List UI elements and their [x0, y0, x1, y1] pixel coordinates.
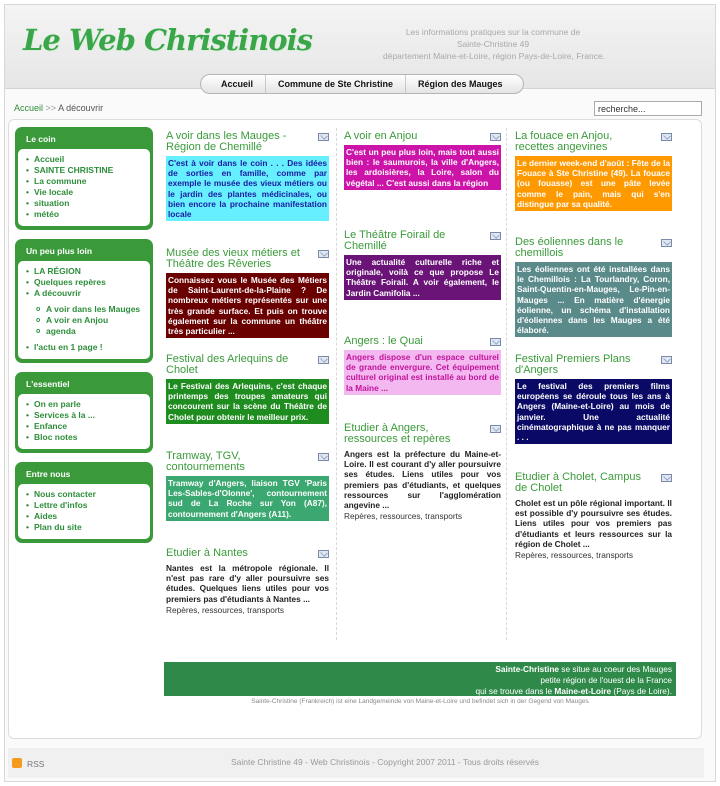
sidebar-link[interactable]: • météo: [26, 209, 144, 220]
article-tags[interactable]: Repères, ressources, transports: [166, 604, 285, 615]
article-summary: C'est à voir dans le coin . . . Des idées de sorties en famille, comme par exemple le musée des vieux métiers ou le jardin des plantes médicinales, ou bien encore la prochaine manifestation locale: [166, 156, 329, 221]
sidebar-sublink[interactable]: o agenda: [26, 326, 144, 337]
sidebar-link[interactable]: • Aides: [26, 511, 144, 522]
sidebar-box-loin: [15, 239, 153, 363]
article-title[interactable]: Festival des Arlequins de Cholet: [166, 353, 289, 376]
article-title[interactable]: Des éoliennes dans le chemillois: [515, 236, 624, 259]
sidebar-link[interactable]: • Quelques repères: [26, 277, 144, 288]
article-summary: Connaissez vous le Musée des Métiers de Saint-Laurent-de-la-Plaine ? De nombreux métiers représentés sur une très grande surface. Et puis on trouve également sur la commune un théâtre très particulier ...: [166, 273, 329, 338]
sidebar-link[interactable]: • Plan du site: [26, 522, 144, 533]
nav-region[interactable]: Région des Mauges: [418, 79, 503, 89]
tagline-line: département Maine-et-Loire, région Pays-de-Loire, France.: [383, 51, 606, 61]
article-title[interactable]: A voir en Anjou: [344, 130, 418, 142]
site-logo[interactable]: Le Web Christinois: [23, 23, 312, 57]
article-title[interactable]: Etudier à Nantes: [166, 547, 248, 559]
article-summary: Les éoliennes ont été installées dans le Chemillois : La Tourlandry, Coron, Saint-Quentin-en-Mauges, Le-Pin-en-Mauges ... En matière d'énergie éolienne, un schéma d'installation d'éoliennes dans les Mauges a été élaboré.: [515, 262, 672, 337]
nav-accueil[interactable]: Accueil: [221, 79, 254, 89]
article: [344, 230, 501, 300]
mail-icon[interactable]: [490, 425, 501, 433]
article-summary: Angers dispose d'un espace culturel de grande envergure. Cet équipement culturel original est installé au bord de la Maine ...: [344, 350, 501, 395]
article-summary: Le Festival des Arlequins, c'est chaque printemps des troupes amateurs qui concourent sur la scène du Théâtre de Cholet pour obtenir le meilleur prix.: [166, 379, 329, 424]
copyright: Sainte Christine 49 - Web Christinois - Copyright 2007 2011 - Tous droits réservés: [230, 757, 540, 767]
mail-icon[interactable]: [661, 356, 672, 364]
sidebar-link[interactable]: • situation: [26, 198, 144, 209]
sidebar-link[interactable]: • Accueil: [26, 154, 144, 165]
mail-icon[interactable]: [318, 453, 329, 461]
sidebar-box-title: Le coin: [26, 134, 56, 144]
article-title[interactable]: Etudier à Cholet, Campus de Cholet: [515, 471, 641, 494]
sidebar-sublink[interactable]: o A voir en Anjou: [26, 315, 144, 326]
article: [515, 131, 672, 211]
article-summary: Le festival des premiers films européens se déroule tous les ans à Angers (Maine-et-Loire) au mois de janvier. Une actualité cinématographique à ne pas manquer . . .: [515, 379, 672, 444]
banner-text: (Pays de Loire).: [611, 686, 672, 696]
search-input[interactable]: [594, 101, 702, 116]
article: [515, 237, 672, 337]
rss-link[interactable]: RSS: [27, 759, 45, 769]
article: [166, 451, 329, 521]
article-title[interactable]: Le Théâtre Foirail de Chemillé: [344, 229, 446, 252]
article: [166, 354, 329, 424]
article-title[interactable]: A voir dans les Mauges - Région de Chemillé: [166, 130, 287, 153]
main-nav: [200, 74, 524, 94]
sidebar-link[interactable]: • Bloc notes: [26, 432, 144, 443]
sidebar-link[interactable]: • Nous contacter: [26, 489, 144, 500]
nav-commune[interactable]: Commune de Ste Christine: [278, 79, 394, 89]
sidebar: [15, 127, 153, 552]
article-title[interactable]: Angers : le Quai: [344, 335, 423, 347]
sidebar-box-nous: [15, 462, 153, 543]
article: [344, 336, 501, 395]
sidebar-link[interactable]: • La commune: [26, 176, 144, 187]
sidebar-link[interactable]: • Lettre d'infos: [26, 500, 144, 511]
sidebar-link[interactable]: • Services à la ...: [26, 410, 144, 421]
article: [515, 354, 672, 444]
sidebar-link[interactable]: • Enfance: [26, 421, 144, 432]
sidebar-link[interactable]: • l'actu en 1 page !: [26, 342, 144, 353]
banner-note: Sainte-Christine (Frankreich) ist eine Landgemeinde von Maine-et-Loire und befindet sich in der Gegend von Mauges: [251, 698, 589, 705]
mail-icon[interactable]: [490, 133, 501, 141]
tagline-line: Les informations pratiques sur la commune de: [405, 27, 581, 37]
sidebar-box-title: Un peu plus loin: [26, 246, 93, 256]
article-summary: Angers est la préfecture du Maine-et-Loire. Il est courant d'y aller poursuivre ses études. Liens utiles pour vos premiers pas d'étudiants, et quelques ressources sur l'agglomération angevine ...: [344, 449, 501, 511]
mail-icon[interactable]: [318, 133, 329, 141]
mail-icon[interactable]: [318, 250, 329, 258]
sidebar-sublink[interactable]: o A voir dans les Mauges: [26, 304, 144, 315]
bottom-banner: [164, 662, 676, 696]
breadcrumb-home[interactable]: Accueil: [14, 103, 44, 113]
article-summary: Le dernier week-end d'août : Fête de la Fouace à Ste Christine (49). La fouace (ou fouasse) est une pâte levée comme le pain, mais qui s'en distingue par sa qualité.: [515, 156, 672, 211]
article-title[interactable]: Etudier à Angers, ressources et repères: [344, 422, 451, 445]
mail-icon[interactable]: [661, 133, 672, 141]
tagline-line: Sainte-Christine 49: [456, 39, 530, 49]
column-divider: [336, 128, 337, 640]
banner-strong: Sainte-Christine: [495, 664, 559, 674]
mail-icon[interactable]: [490, 338, 501, 346]
breadcrumb-separator: >>: [45, 103, 57, 113]
article-title[interactable]: La fouace en Anjou, recettes angevines: [515, 130, 613, 153]
sidebar-link[interactable]: • On en parle: [26, 399, 144, 410]
article-summary: Nantes est la métropole régionale. Il n'est pas rare d'y aller poursuivre ses études. Quelques liens utiles pour vos premiers pas d'étudiants à Nantes ...: [166, 563, 329, 604]
column-divider: [506, 128, 507, 640]
article: [166, 548, 329, 615]
sidebar-box-title: Entre nous: [26, 469, 71, 479]
article-title[interactable]: Musée des vieux métiers et Théâtre des Rêveries: [166, 247, 300, 270]
sidebar-box-title: L'essentiel: [26, 379, 70, 389]
article: [344, 131, 501, 190]
sidebar-link[interactable]: • A découvrir: [26, 288, 144, 299]
article-summary: C'est un peu plus loin, mais tout aussi bien : le saumurois, la ville d'Angers, les ardoisières, la Loire, salon du végétal ... C'est aussi dans la région: [344, 145, 501, 190]
breadcrumb-current: A découvrir: [58, 103, 104, 113]
banner-strong: Maine-et-Loire: [554, 686, 612, 696]
article-summary: Cholet est un pôle régional important. Il est possible d'y poursuivre ses études. Liens utiles pour vos premiers pas d'étudiants et leurs ressources sur la région de Cholet ...: [515, 498, 672, 549]
mail-icon[interactable]: [661, 239, 672, 247]
mail-icon[interactable]: [661, 474, 672, 482]
sidebar-link[interactable]: • Vie locale: [26, 187, 144, 198]
article-tags[interactable]: Repères, ressources, transports: [515, 550, 634, 561]
article-title[interactable]: Festival Premiers Plans d'Angers: [515, 353, 631, 376]
banner-text: qui se trouve dans le: [475, 686, 555, 696]
article: [515, 472, 672, 560]
site-tagline: [383, 26, 606, 62]
banner-text: se situe au coeur des Mauges: [559, 664, 672, 674]
sidebar-box-essentiel: [15, 372, 153, 453]
article-summary: Une actualité culturelle riche et originale, voilà ce que propose Le Théâtre Foirail. A voir également, le Jardin Camifolia ...: [344, 255, 501, 300]
article-title[interactable]: Tramway, TGV, contournements: [166, 450, 245, 473]
sidebar-box-coin: [15, 127, 153, 230]
mail-icon[interactable]: [490, 232, 501, 240]
sidebar-link[interactable]: • LA RÉGION: [26, 266, 144, 277]
mail-icon[interactable]: [318, 550, 329, 558]
article: [166, 248, 329, 338]
article-summary: Tramway d'Angers, liaison TGV 'Paris Les-Sables-d'Olonne', contournement sud de La Roche sur Yon (A87), contournement d'Angers (A11).: [166, 476, 329, 521]
mail-icon[interactable]: [318, 356, 329, 364]
breadcrumb: [14, 103, 103, 113]
article: [166, 131, 329, 221]
banner-text: petite région de l'ouest de la France: [540, 675, 672, 685]
sidebar-link[interactable]: • SAINTE CHRISTINE: [26, 165, 144, 176]
article-tags[interactable]: Repères, ressources, transports: [344, 511, 463, 522]
article: [344, 423, 501, 521]
rss-icon[interactable]: [12, 758, 22, 768]
